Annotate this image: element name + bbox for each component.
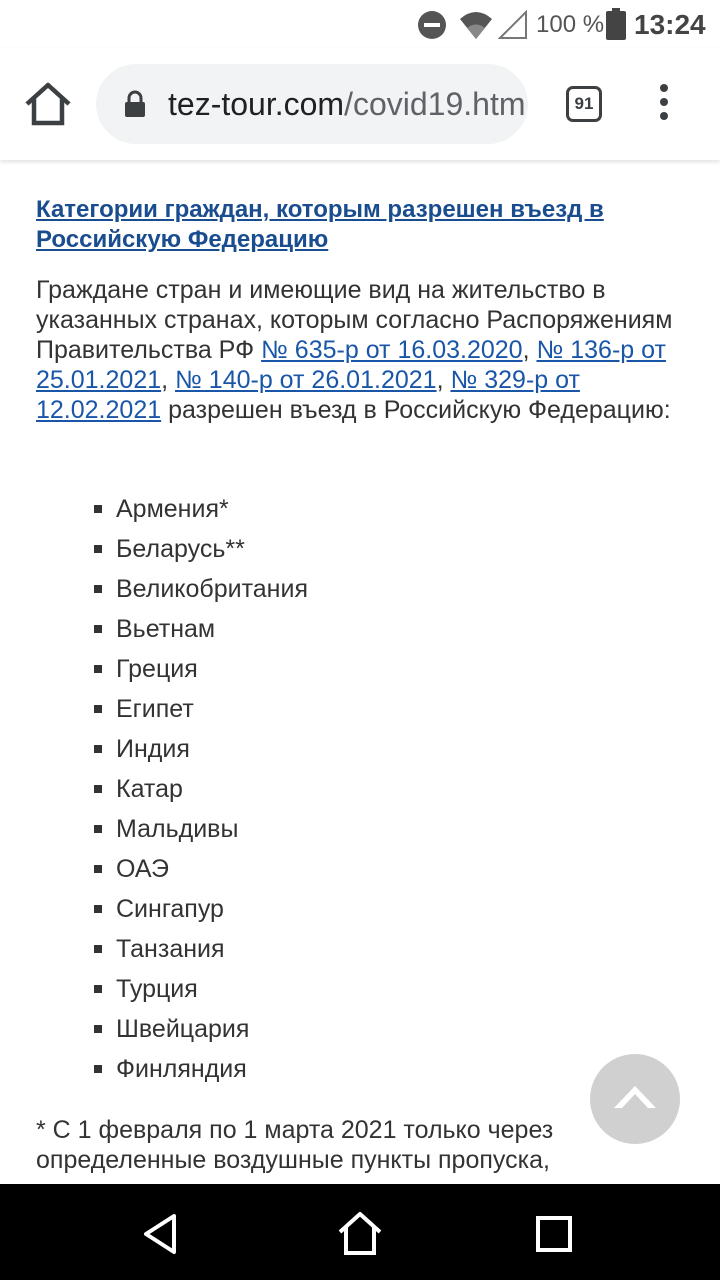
battery-icon (606, 8, 626, 40)
bullet-icon (94, 585, 102, 593)
bullet-icon (94, 945, 102, 953)
page-content (0, 160, 720, 1184)
bullet-icon (94, 865, 102, 873)
bullet-icon (94, 505, 102, 513)
list-item: Мальдивы (94, 809, 308, 849)
lock-icon (124, 90, 146, 118)
tab-switcher-button[interactable]: 91 (566, 86, 602, 122)
list-item: Вьетнам (94, 609, 308, 649)
bullet-icon (94, 985, 102, 993)
decree-link-329[interactable]: № 329-р от 12.02.2021 (36, 366, 580, 424)
intro-separator: , (161, 366, 176, 394)
list-item: Сингапур (94, 889, 308, 929)
url-domain: tez-tour.com (168, 86, 345, 122)
bullet-icon (94, 545, 102, 553)
bullet-icon (94, 705, 102, 713)
browser-toolbar (0, 48, 720, 160)
url-path: /covid19.htm (344, 86, 526, 122)
address-bar[interactable] (96, 64, 528, 144)
intro-paragraph (36, 275, 696, 425)
url-text (168, 84, 525, 124)
list-item: Швейцария (94, 1009, 308, 1049)
overflow-menu-icon[interactable] (652, 84, 676, 128)
recent-apps-icon[interactable] (530, 1210, 578, 1258)
list-item: Египет (94, 689, 308, 729)
list-item: Турция (94, 969, 308, 1009)
footnote-text: * С 1 февраля по 1 марта 2021 только через определенные воздушные пункты пропуска, (36, 1116, 554, 1174)
list-item: Армения* (94, 489, 308, 529)
list-item: Беларусь** (94, 529, 308, 569)
list-item: ОАЭ (94, 849, 308, 889)
intro-start-text: Граждане стран и имеющие вид на жительство в указанных странах, которым согласно Распоряжениям Правительства РФ (36, 276, 673, 364)
list-item: Финляндия (94, 1049, 308, 1089)
categories-heading-link[interactable]: Категории граждан, которым разрешен въезд в Российскую Федерацию (36, 196, 604, 253)
decree-link-140[interactable]: № 140-р от 26.01.2021 (175, 366, 437, 394)
clock: 13:24 (634, 9, 706, 40)
navigation-bar (0, 1184, 720, 1280)
battery-percent: 100 % (536, 11, 605, 38)
country-list (94, 489, 308, 1089)
intro-separator: , (436, 366, 451, 394)
list-item: Великобритания (94, 569, 308, 609)
decree-link-136[interactable]: № 136-р от 25.01.2021 (36, 336, 666, 394)
bullet-icon (94, 825, 102, 833)
list-item: Греция (94, 649, 308, 689)
wifi-icon (458, 9, 494, 41)
bullet-icon (94, 1065, 102, 1073)
intro-end-text: разрешен въезд в Российскую Федерацию: (168, 396, 671, 424)
home-nav-icon[interactable] (336, 1210, 384, 1258)
bullet-icon (94, 785, 102, 793)
bullet-icon (94, 1025, 102, 1033)
status-bar (0, 0, 720, 48)
back-icon[interactable] (136, 1210, 184, 1258)
bullet-icon (94, 905, 102, 913)
list-item: Индия (94, 729, 308, 769)
scroll-to-top-button[interactable] (590, 1054, 680, 1144)
signal-icon (498, 10, 528, 40)
bullet-icon (94, 625, 102, 633)
bullet-icon (94, 745, 102, 753)
intro-separator: , (522, 336, 537, 364)
bullet-icon (94, 665, 102, 673)
chevron-up-icon (612, 1084, 658, 1114)
list-item: Катар (94, 769, 308, 809)
home-icon[interactable] (22, 80, 74, 128)
decree-link-635[interactable]: № 635-р от 16.03.2020 (261, 336, 523, 364)
do-not-disturb-icon (417, 10, 447, 40)
list-item: Танзания (94, 929, 308, 969)
